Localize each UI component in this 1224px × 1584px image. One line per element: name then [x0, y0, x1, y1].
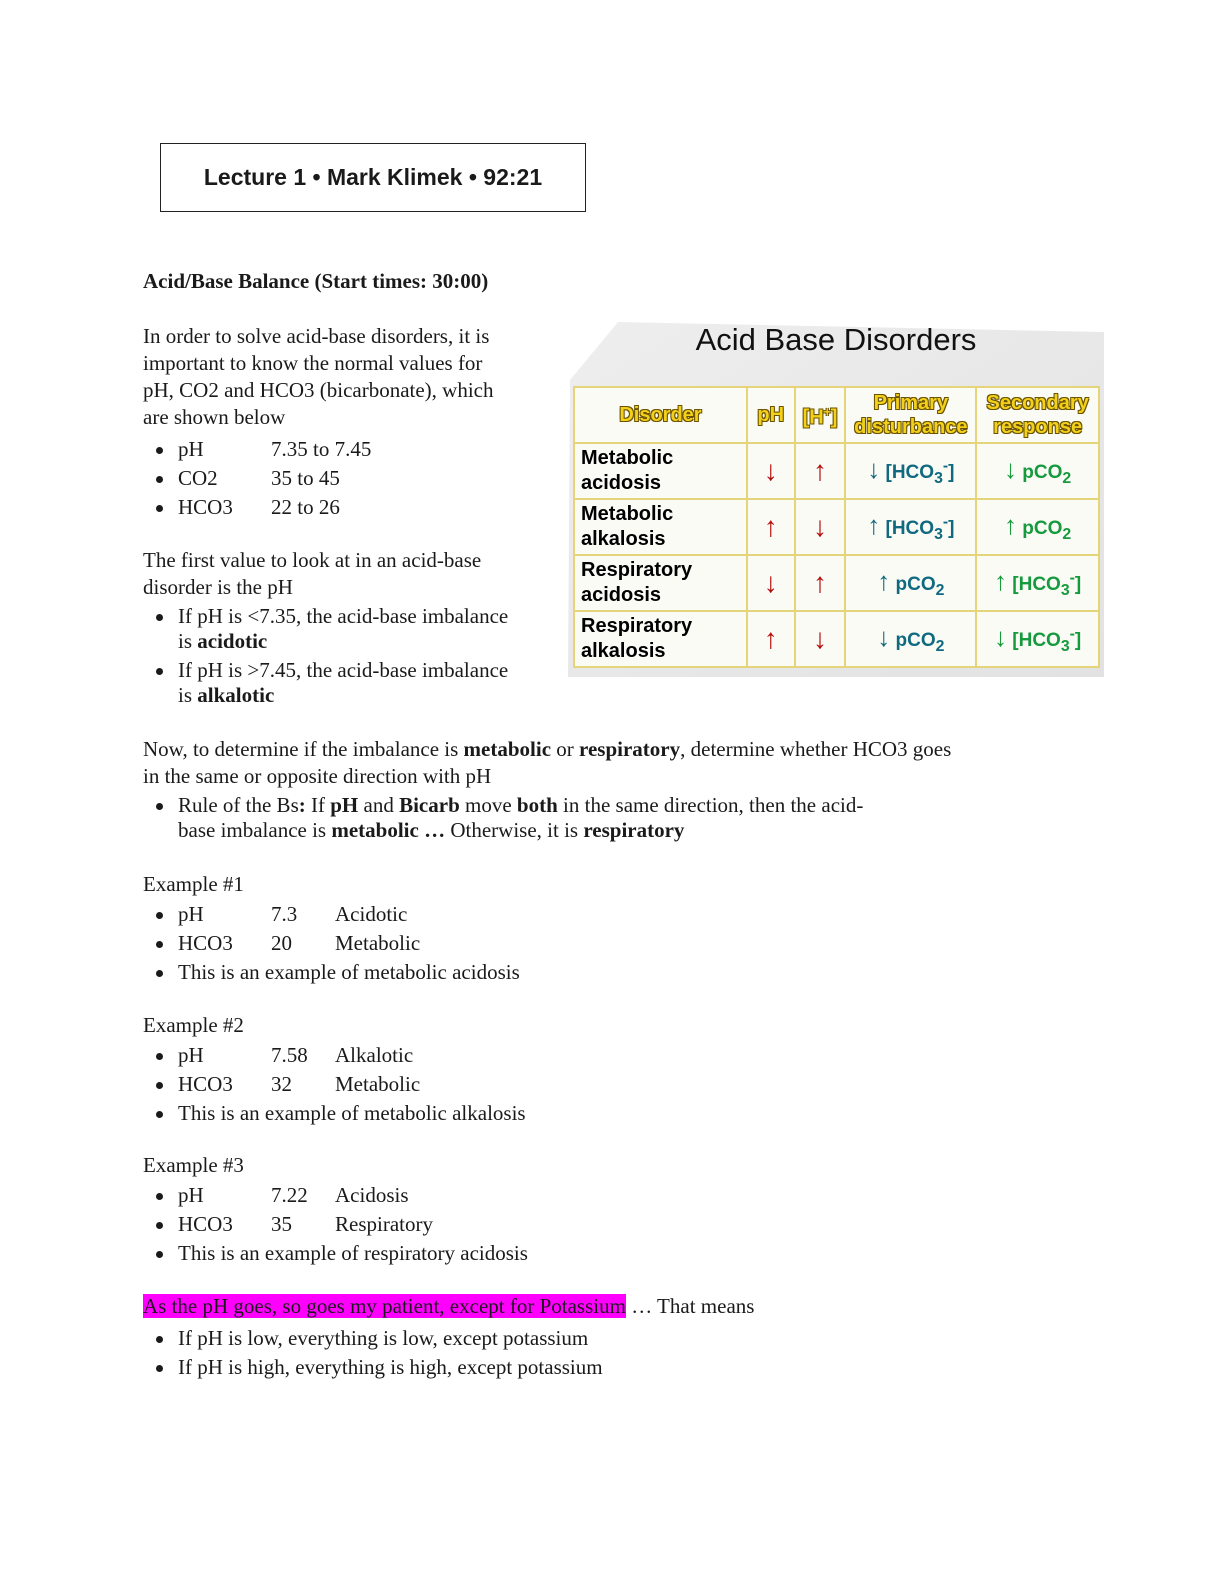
value-range: 22 to 26	[271, 495, 340, 519]
example-name: pH	[178, 1183, 204, 1207]
chem-sup: -	[1069, 625, 1075, 643]
text-run: … That means	[625, 1294, 755, 1318]
example-note: Acidotic	[335, 902, 408, 926]
arrow-icon: ↓	[867, 454, 881, 485]
chem-text: pCO	[1022, 518, 1063, 540]
potassium-line	[143, 1293, 754, 1320]
chem-text: ]	[948, 518, 955, 540]
bold-run: respiratory	[579, 737, 681, 761]
lecture-header	[160, 143, 586, 212]
first-value-paragraph	[143, 547, 481, 601]
secondary-response	[976, 499, 1099, 555]
text-run: Rule of the Bs	[178, 793, 299, 817]
header-secondary	[976, 387, 1099, 443]
list-item	[143, 1241, 528, 1266]
primary-disturbance	[845, 555, 976, 611]
header-h	[795, 387, 846, 443]
highlighted-text: As the pH goes, so goes my patient, except for Potassium	[143, 1294, 626, 1318]
chem-text: ]	[948, 462, 955, 484]
example-name: HCO3	[178, 931, 233, 955]
h-arrow: ↓	[795, 499, 846, 555]
header-text: [H	[802, 406, 824, 429]
rule-bold: alkalotic	[197, 683, 275, 707]
example-value: 7.58	[271, 1043, 308, 1067]
header-text: disturbance	[854, 416, 968, 438]
example-value: 32	[271, 1072, 292, 1096]
example-name: HCO3	[178, 1212, 233, 1236]
list-item: If pH is high, everything is high, except potassium	[143, 1355, 603, 1380]
bold-run: :	[298, 793, 306, 817]
chem-text: [HCO	[1012, 630, 1061, 652]
chem-text: [HCO	[885, 518, 935, 540]
bold-run: respiratory	[583, 818, 685, 842]
list-item	[143, 658, 508, 708]
header-disorder: Disorder	[574, 387, 747, 443]
disorder-line: alkalosis	[581, 528, 666, 550]
chem-text: pCO	[895, 574, 936, 596]
header-text: Secondary	[986, 392, 1089, 414]
paragraph-line: in the same or opposite direction with pH	[143, 764, 492, 788]
intro-line: pH, CO2 and HCO3 (bicarbonate), which	[143, 378, 494, 402]
value-range: 7.35 to 7.45	[271, 437, 372, 461]
chem-sub: 2	[935, 637, 945, 655]
lecture-header-text: Lecture 1 • Mark Klimek • 92:21	[203, 164, 543, 190]
disorder-line: Metabolic	[581, 503, 674, 525]
table-row	[574, 611, 1099, 667]
chem-text: pCO	[1022, 462, 1063, 484]
ph-arrow: ↑	[747, 499, 795, 555]
list-item	[143, 1043, 526, 1068]
example-title: Example #2	[143, 1013, 244, 1037]
rule-line: If pH is >7.45, the acid-base imbalance	[178, 658, 509, 682]
primary-disturbance	[845, 499, 976, 555]
disorders-table	[573, 386, 1100, 668]
list-item	[143, 1183, 528, 1208]
example-value: 35	[271, 1212, 292, 1236]
example-value: 7.22	[271, 1183, 308, 1207]
text-run: and	[358, 793, 400, 817]
example-title: Example #3	[143, 1153, 244, 1177]
header-ph: pH	[747, 387, 795, 443]
arrow-icon: ↑	[877, 566, 891, 597]
disorder-name	[574, 443, 747, 499]
example-list	[143, 1183, 528, 1270]
disorder-name	[574, 611, 747, 667]
chem-sub: 3	[1060, 637, 1070, 655]
list-item	[143, 1212, 528, 1237]
bold-run: metabolic	[331, 818, 419, 842]
arrow-icon: ↓	[993, 622, 1007, 653]
text-run: , determine whether HCO3 goes	[680, 737, 952, 761]
paragraph-line: disorder is the pH	[143, 575, 293, 599]
arrow-icon: ↑	[993, 566, 1007, 597]
example-list	[143, 902, 520, 989]
example-note: Metabolic	[335, 931, 421, 955]
header-primary	[845, 387, 976, 443]
example-value: 20	[271, 931, 292, 955]
list-item	[143, 437, 371, 462]
example-conclusion: This is an example of metabolic acidosis	[178, 960, 520, 984]
example-name: HCO3	[178, 1072, 233, 1096]
list-item	[143, 466, 371, 491]
rule-text: is	[178, 629, 198, 653]
chem-sup: -	[1069, 569, 1075, 587]
header-sup: +	[823, 405, 831, 420]
table-row	[574, 499, 1099, 555]
ph-arrow: ↓	[747, 555, 795, 611]
chem-sub: 2	[935, 581, 945, 599]
h-arrow: ↑	[795, 555, 846, 611]
h-arrow: ↓	[795, 611, 846, 667]
disorder-name	[574, 555, 747, 611]
chem-sub: 3	[934, 469, 943, 487]
bold-run: metabolic	[463, 737, 552, 761]
example-note: Acidosis	[335, 1183, 409, 1207]
example-note: Alkalotic	[335, 1043, 414, 1067]
rule-bold: acidotic	[197, 629, 268, 653]
list-item	[143, 960, 520, 985]
table-row	[574, 443, 1099, 499]
paragraph-line	[143, 736, 951, 763]
disorder-line: Metabolic	[581, 447, 674, 469]
disorder-line: acidosis	[581, 472, 662, 494]
text-run: base imbalance is	[178, 818, 332, 842]
rule-line	[178, 629, 508, 654]
acid-base-disorders-figure	[568, 320, 1104, 677]
ph-arrow: ↑	[747, 611, 795, 667]
ph-rules-list	[143, 604, 508, 708]
value-name: pH	[178, 437, 204, 461]
chem-sub: 2	[1062, 469, 1072, 487]
value-name: CO2	[178, 466, 218, 490]
potassium-list	[143, 1326, 603, 1384]
chem-text: [HCO	[885, 462, 935, 484]
determine-paragraph	[143, 736, 951, 790]
example-conclusion: This is an example of respiratory acidosis	[178, 1241, 528, 1265]
list-item: If pH is low, everything is low, except potassium	[143, 1326, 603, 1351]
figure-title: Acid Base Disorders	[695, 322, 977, 357]
text-run: Otherwise, it is	[445, 818, 584, 842]
chem-sub: 2	[1062, 525, 1072, 543]
header-text: response	[993, 416, 1083, 438]
text-run: in the same direction, then the acid-	[557, 793, 864, 817]
primary-disturbance	[845, 443, 976, 499]
disorder-line: Respiratory	[581, 559, 693, 581]
bold-run: both	[516, 793, 558, 817]
rule-of-bs-list	[143, 793, 863, 843]
disorder-name	[574, 499, 747, 555]
arrow-icon: ↑	[1004, 510, 1018, 541]
chem-text: pCO	[895, 630, 936, 652]
list-item	[143, 902, 520, 927]
rule-line	[178, 793, 863, 818]
intro-line: are shown below	[143, 405, 286, 429]
intro-paragraph	[143, 323, 494, 431]
list-item	[143, 793, 863, 843]
list-item	[143, 604, 508, 654]
value-name: HCO3	[178, 495, 233, 519]
value-range: 35 to 45	[271, 466, 340, 490]
disorder-line: alkalosis	[581, 640, 666, 662]
bold-run: …	[418, 818, 446, 842]
list-item	[143, 1072, 526, 1097]
secondary-response	[976, 555, 1099, 611]
rule-text: is	[178, 683, 198, 707]
example-value: 7.3	[271, 902, 298, 926]
example-conclusion: This is an example of metabolic alkalosis	[178, 1101, 526, 1125]
list-item	[143, 1101, 526, 1126]
secondary-response	[976, 443, 1099, 499]
example-title: Example #1	[143, 872, 244, 896]
rule-line	[178, 818, 863, 843]
text-run: move	[459, 793, 517, 817]
bold-run: pH	[330, 793, 359, 817]
example-note: Respiratory	[335, 1212, 433, 1236]
example-name: pH	[178, 1043, 204, 1067]
arrow-icon: ↓	[1004, 454, 1018, 485]
rule-line	[178, 683, 508, 708]
disorder-line: acidosis	[581, 584, 662, 606]
text-run: Now, to determine if the imbalance is	[143, 737, 464, 761]
header-text: Primary	[873, 392, 949, 414]
normal-values-list	[143, 437, 371, 524]
primary-disturbance	[845, 611, 976, 667]
arrow-icon: ↑	[867, 510, 881, 541]
table-header-row	[574, 387, 1099, 443]
h-arrow: ↑	[795, 443, 846, 499]
example-list	[143, 1043, 526, 1130]
secondary-response	[976, 611, 1099, 667]
chem-text: ]	[1074, 630, 1082, 652]
section-title: Acid/Base Balance (Start times: 30:00)	[143, 269, 489, 293]
bold-run: Bicarb	[399, 793, 460, 817]
chem-sup: -	[942, 513, 949, 531]
text-run: or	[551, 737, 580, 761]
disorder-line: Respiratory	[581, 615, 693, 637]
arrow-icon: ↓	[877, 622, 891, 653]
intro-line: In order to solve acid-base disorders, it is	[143, 324, 490, 348]
intro-line: important to know the normal values for	[143, 351, 483, 375]
example-name: pH	[178, 902, 204, 926]
list-item	[143, 495, 371, 520]
chem-text: [HCO	[1012, 574, 1061, 596]
chem-sub: 3	[934, 525, 943, 543]
paragraph-line: The first value to look at in an acid-base	[143, 548, 482, 572]
example-note: Metabolic	[335, 1072, 421, 1096]
text-run: If	[305, 793, 331, 817]
chem-sup: -	[942, 457, 949, 475]
header-text: ]	[830, 406, 838, 429]
ph-arrow: ↓	[747, 443, 795, 499]
rule-line: If pH is <7.35, the acid-base imbalance	[178, 604, 509, 628]
table-row	[574, 555, 1099, 611]
chem-sub: 3	[1060, 581, 1070, 599]
list-item	[143, 931, 520, 956]
chem-text: ]	[1074, 574, 1082, 596]
